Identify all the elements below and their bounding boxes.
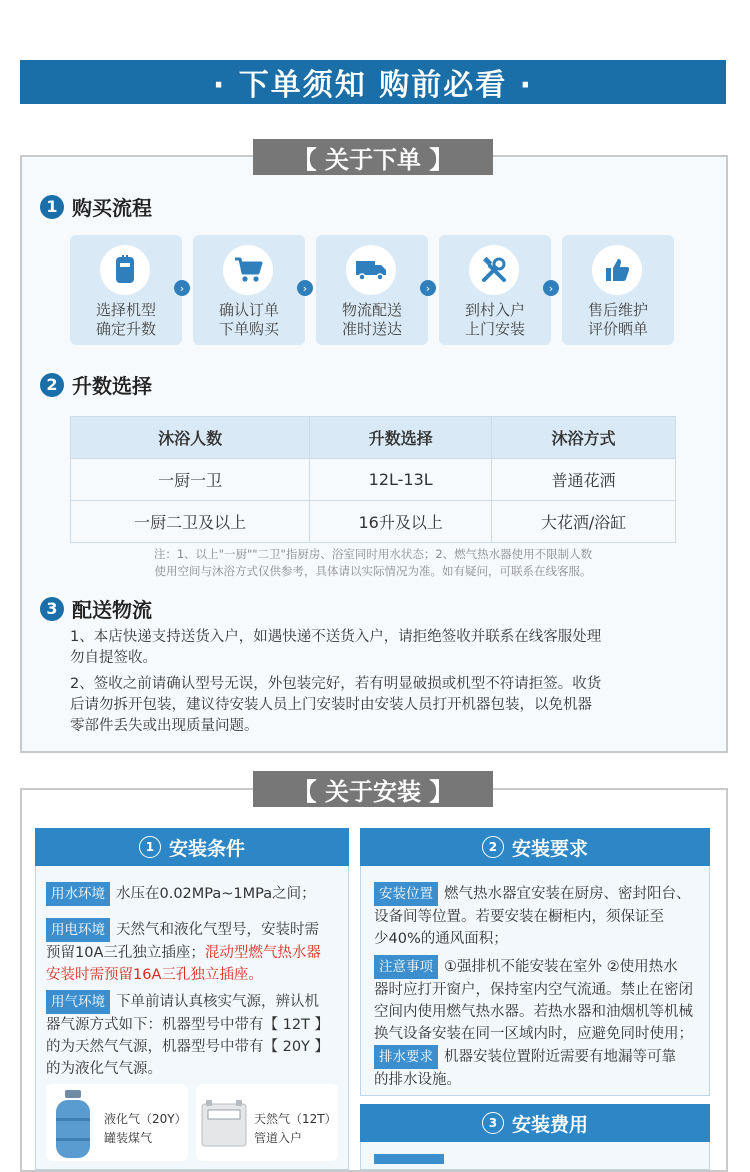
power-env-text: 预留10A三孔独立插座； [46, 945, 205, 961]
req-text: 器时应打开窗户，保持室内空气流通。禁止在密闭 [374, 982, 693, 998]
para-line: 1、本店快递支持送货入户，如遇快递不送货入户，请拒绝签收并联系在线客服处理 [70, 629, 602, 645]
capacity-heading [40, 370, 152, 399]
para-line: 零部件丢失或出现质量问题。 [70, 718, 259, 734]
ng-label: 天然气（12T） [254, 1112, 337, 1126]
shopping-cart-icon [223, 245, 273, 295]
capacity-table [70, 416, 676, 543]
install-requirements-header [360, 828, 710, 866]
install-fees-header [360, 1104, 710, 1142]
delivery-heading [40, 594, 152, 623]
install-conditions-header [35, 828, 349, 866]
table-cell: 一厨一卫 [71, 459, 310, 501]
step-label: 确定升数 [95, 320, 156, 338]
lpg-label: 液化气（20Y） [104, 1112, 187, 1126]
lpg-box [46, 1084, 188, 1161]
ng-box [196, 1084, 338, 1161]
req-text: ①强排机不能安装在室外 ②使用热水 [444, 959, 678, 975]
power-env-tag: 用电环境 [46, 918, 110, 942]
lpg-label: 罐装煤气 [104, 1131, 153, 1145]
gas-cylinder-icon [50, 1088, 96, 1161]
req-text: 燃气热水器宜安装在厨房、密封阳台、 [444, 886, 691, 902]
req-text: 的排水设施。 [374, 1072, 461, 1088]
chevron-right-icon: › [174, 280, 190, 296]
table-cell: 16升及以上 [310, 501, 492, 543]
card-number: 1 [139, 836, 161, 858]
table-cell: 一厨二卫及以上 [71, 501, 310, 543]
table-cell: 12L-13L [310, 459, 492, 501]
step-number: 1 [40, 195, 64, 219]
purchase-flow-heading [40, 192, 152, 221]
tools-icon [469, 245, 519, 295]
step-select-model [70, 235, 182, 345]
ng-label: 管道入户 [254, 1131, 303, 1145]
step-delivery [316, 235, 428, 345]
para-line: 勿自提签收。 [70, 650, 157, 666]
delivery-paragraph-2 [70, 674, 710, 737]
install-attention-tag: 注意事项 [374, 955, 438, 979]
gas-env-text: 器气源方式如下：机器型号中带有【 12T 】 [46, 1017, 330, 1033]
card-title: 安装要求 [511, 837, 588, 860]
card-number: 3 [482, 1112, 504, 1134]
table-row [71, 459, 676, 501]
delivery-title: 配送物流 [72, 598, 152, 622]
step-label: 物流配送 [341, 301, 402, 319]
req-text: 机器安装位置附近需要有地漏等可靠 [444, 1049, 676, 1065]
water-env-text: 水压在0.02MPa~1MPa之间； [116, 886, 316, 902]
chevron-right-icon: › [420, 280, 436, 296]
step-number: 2 [40, 373, 64, 397]
capacity-title: 升数选择 [72, 374, 152, 398]
para-line: 2、签收之前请确认型号无误，外包装完好，若有明显破损或机型不符请拒签。收货 [70, 676, 602, 692]
step-label: 准时送达 [341, 320, 402, 338]
install-section-tab: 【 关于安装 】 [253, 771, 493, 807]
gas-env-text: 的为液化气气源。 [46, 1061, 162, 1077]
step-label: 确认订单 [218, 301, 279, 319]
card-title: 安装费用 [511, 1113, 588, 1136]
install-drainage-tag: 排水要求 [374, 1045, 438, 1069]
step-label: 到村入户 [464, 301, 525, 319]
table-cell: 普通花洒 [492, 459, 676, 501]
install-drainage [374, 1045, 706, 1091]
table-header-row [71, 417, 676, 459]
table-header-cell: 沐浴方式 [492, 417, 676, 459]
step-install [439, 235, 551, 345]
fees-row-tag [374, 1154, 444, 1164]
gas-meter-icon [200, 1100, 248, 1150]
req-text: 设备间等位置。若要安装在橱柜内，须保证至 [374, 909, 664, 925]
step-label: 上门安装 [464, 320, 525, 338]
step-confirm-order [193, 235, 305, 345]
step-label: 选择机型 [95, 301, 156, 319]
install-location [374, 882, 706, 950]
chevron-right-icon: › [543, 280, 559, 296]
page-banner: · 下单须知 购前必看 · [20, 60, 726, 104]
card-title: 安装条件 [168, 837, 245, 860]
step-label: 售后维护 [587, 301, 648, 319]
install-attention [374, 955, 706, 1045]
gas-env-tag: 用气环境 [46, 990, 110, 1014]
step-after-sales [562, 235, 674, 345]
purchase-flow-title: 购买流程 [72, 196, 152, 220]
thumbs-up-icon [592, 245, 642, 295]
chevron-right-icon: › [297, 280, 313, 296]
req-text: 少40%的通风面积； [374, 931, 508, 947]
power-env-warning: 混动型燃气热水器 [204, 945, 321, 961]
delivery-paragraph-1 [70, 627, 710, 669]
req-text: 换气设备安装在同一区域内时，应避免同时使用； [374, 1026, 693, 1042]
install-location-tag: 安装位置 [374, 882, 438, 906]
note-line: 使用空间与沐浴方式仅供参考，具体请以实际情况为准。如有疑问，可联系在线客服。 [154, 564, 592, 578]
gas-env [46, 990, 346, 1080]
water-env [46, 882, 342, 906]
table-cell: 大花洒/浴缸 [492, 501, 676, 543]
gas-env-text: 的为天然气气源，机器型号中带有【 20Y 】 [46, 1039, 330, 1055]
step-label: 下单购买 [218, 320, 279, 338]
power-env [46, 918, 346, 986]
note-line: 注：1、以上"一厨""二卫"指厨房、浴室同时用水状态；2、燃气热水器使用不限制人数 [153, 547, 593, 561]
water-env-tag: 用水环境 [46, 882, 110, 906]
step-number: 3 [40, 597, 64, 621]
order-section-tab: 【 关于下单 】 [253, 139, 493, 175]
gas-env-text: 下单前请认真核实气源，辨认机 [116, 994, 319, 1010]
water-heater-icon [100, 245, 150, 295]
table-header-cell: 升数选择 [310, 417, 492, 459]
req-text: 空间内使用燃气热水器。若热水器和油烟机等机械 [374, 1004, 693, 1020]
power-env-text: 天然气和液化气型号，安装时需 [116, 922, 319, 938]
para-line: 后请勿拆开包装，建议待安装人员上门安装时由安装人员打开机器包装，以免机器 [70, 697, 592, 713]
table-header-cell: 沐浴人数 [71, 417, 310, 459]
step-label: 评价晒单 [587, 320, 648, 338]
delivery-truck-icon [346, 245, 396, 295]
power-env-warning: 安装时需预留16A三孔独立插座。 [46, 967, 263, 983]
table-row [71, 501, 676, 543]
capacity-note [60, 546, 686, 580]
card-number: 2 [482, 836, 504, 858]
